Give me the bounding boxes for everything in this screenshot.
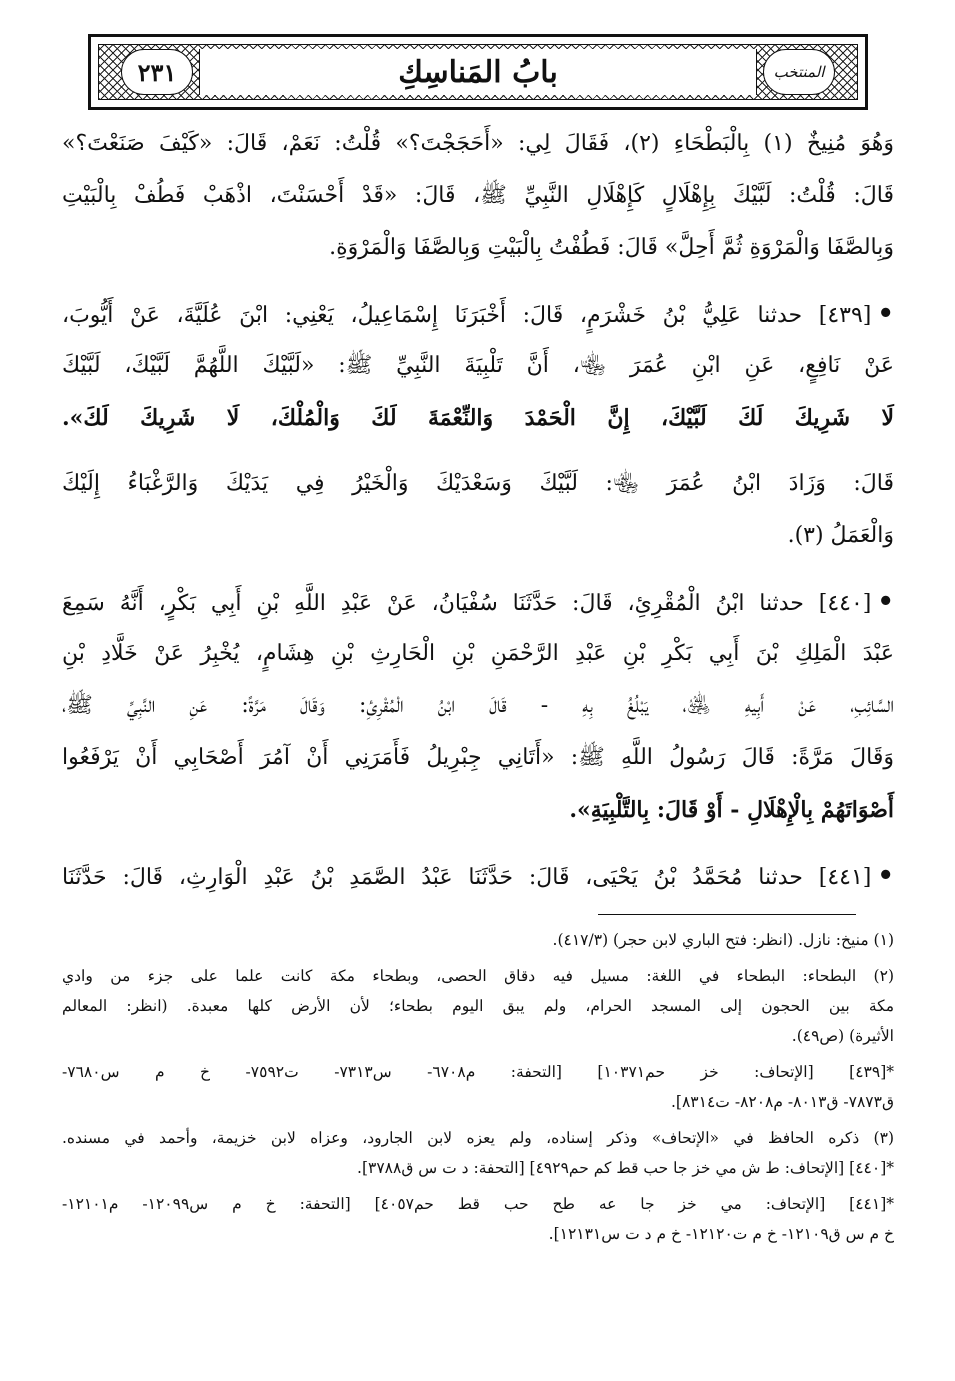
text-line: وَبِالصَّفَا وَالْمَرْوَةِ ثُمَّ أَحِلَّ» قَالَ: فَطُفْتُ بِالْبَيْتِ وَبِالصَّفَا وَالْمَرْوَةِ. [329,235,894,260]
text-line: قَالَ: وَزَادَ ابْنُ عُمَرَ ﵄: لَبَّيْكَ وَسَعْدَيْكَ وَالْخَيْرُ فِي يَدَيْكَ وَالرَّغْبَاءُ إِلَيْكَ [62,471,894,496]
text-line: عَنْ نَافِعٍ، عَنِ ابْنِ عُمَرَ ﵄، أَنَّ تَلْبِيَةَ النَّبِيِّ ﷺ: «لَبَّيْكَ اللَّهُمَّ لَبَّيْكَ، لَبَّيْكَ [62,353,894,378]
text-line: أَصْوَاتَهُمْ بِالْإِهْلَالِ - أَوْ قَالَ: بِالتَّلْبِيَةِ». [569,797,894,823]
hadith-439-line [62,288,894,340]
footnote-line: مكة بين الحجون إلى المسجد الحرام، ولم يبق اليوم بطحاء؛ لأن الأرض كلها معبدة. (انظر: المعالم [62,997,894,1015]
page-number: ٢٣١ [121,49,193,95]
bullet-icon: • [877,299,894,329]
footnote-line: خ م س ق١٢١٠٩- خ م ت١٢١٢٠- خ م د ت س١٢١٣١]. [548,1225,894,1243]
text-line: وَقَالَ مَرَّةً: قَالَ رَسُولُ اللَّهِ ﷺ: «أَتَانِي جِبْرِيلُ فَأَمَرَنِي أَنْ آمُرَ أَصْحَابِي أَنْ يَرْفَعُوا [62,745,894,770]
footnote-line: (١) منيخ: نازل. (انظر: فتح الباري لابن حجر) (٤١٧/٣). [552,931,894,949]
footnote-line: (٣) ذكره الحافظ في «الإتحاف» وذكر إسناده، ولم يعزه لابن الجارود، وعزاه لابن خزيمة، وأحمد في مسنده. [62,1129,894,1147]
ornamental-border [98,44,858,100]
chapter-title: بابُ المَناسِكِ [398,54,558,90]
footnote-line: *[٤٤٠] [الإتحاف: ط ش مي خز جا حب قط كم حم٤٩٢٩] [التحفة: د ت س ق٣٧٨٨]. [357,1159,894,1177]
book-emblem: المنتخب [763,49,835,95]
footnote-line: ق٧٨٧٣- ق٨٠١٣- م٨٢٠٨- ت٨٣١٤]. [671,1093,894,1111]
text-line: [٤٤١] حدثنا مُحَمَّدُ بْنُ يَحْيَى، قَالَ: حَدَّثَنَا عَبْدُ الصَّمَدِ بْنُ عَبْدِ الْوَارِثِ، قَالَ: حَدَّثَنَا [62,865,872,890]
footnote-line: الأثيرة) (ص٤٩). [791,1027,894,1045]
text-line: السَّائِبِ، عَنْ أَبِيهِ ﵁، يَبْلُغُ بِهِ - قَالَ ابْنُ الْمُقْرِئِ: وَقَالَ مَرَّةً: عَنِ النَّبِيِّ ﷺ، [62,693,894,718]
text-line: لَا شَرِيكَ لَكَ لَبَّيْكَ، إِنَّ الْحَمْدَ وَالنِّعْمَةَ لَكَ وَالْمُلْكَ، لَا شَرِيكَ لَكَ». [62,405,894,431]
text-line: وَالْعَمَلُ (٣). [787,523,894,548]
text-line: قَالَ: قُلْتُ: لَبَّيْكَ بِإِهْلَالٍ كَإِهْلَالِ النَّبِيِّ ﷺ، قَالَ: «قَدْ أَحْسَنْتَ، اذْهَبْ فَطُفْ بِالْبَيْتِ [62,183,894,208]
text-line: [٤٤٠] حدثنا ابْنُ الْمُقْرِئِ، قَالَ: حَدَّثَنَا سُفْيَانُ، عَنْ عَبْدِ اللَّهِ بْنِ أَبِي بَكْرٍ، أَنَّهُ سَمِعَ [62,591,872,616]
bullet-icon: • [877,861,894,891]
footnote-line: (٢) البطحاء: البطحاء في اللغة: مسيل فيه دقاق الحصى، وبطحاء مكة كانت علما على جزء من وادي [62,967,894,985]
footnote-line: *[٤٣٩] [الإتحاف: خز حم١٠٣٧١] [التحفة: م٦٧٠٨- س٧٣١٣- ت٧٥٩٢- خ م س٧٦٨٠- [62,1063,894,1081]
footnote-line: *[٤٤١] [الإتحاف: مي خز جا عه طح حب قط حم٤٠٥٧] [التحفة: خ م س١٢٠٩٩- م١٢١٠١- [62,1195,894,1213]
main-text [62,118,894,902]
page-header [88,34,868,110]
hadith-441-line [62,850,894,902]
bullet-icon: • [877,587,894,617]
text-line: عَبْدَ الْمَلِكِ بْنَ أَبِي بَكْرِ بْنِ عَبْدِ الرَّحْمَنِ بْنِ الْحَارِثِ بْنِ هِشَامٍ، يُخْبِرُ عَنْ خَلَّادِ بْنِ [62,641,894,666]
header-title-band [199,49,757,95]
text-line: وَهُوَ مُنِيخٌ (١) بِالْبَطْحَاءِ (٢)، فَقَالَ لِي: «أَحَجَجْتَ؟» قُلْتُ: نَعَمْ، قَالَ: «كَيْفَ صَنَعْتَ؟» [62,131,894,156]
footnote-divider [598,914,856,915]
hadith-440-line [62,576,894,628]
text-line: [٤٣٩] حدثنا عَلِيُّ بْنُ خَشْرَمٍ، قَالَ: أَخْبَرَنَا إِسْمَاعِيلُ، يَعْنِي: ابْنَ عُلَيَّةَ، عَنْ أَيُّوبَ، [62,303,872,328]
footnotes [62,925,894,1249]
